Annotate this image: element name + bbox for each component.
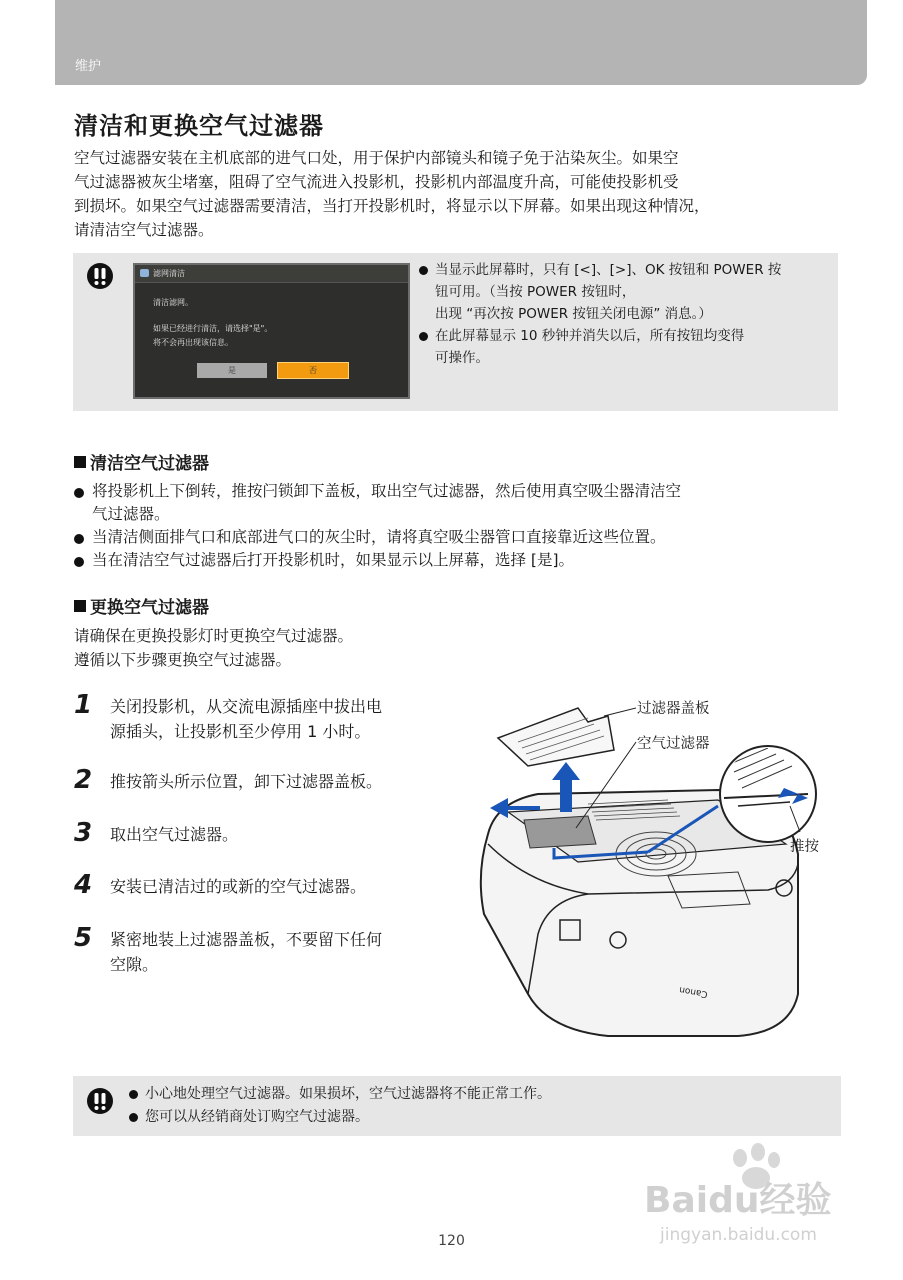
bullet-dot-icon bbox=[74, 488, 84, 498]
note-line: 出现 “再次按 POWER 按钮关闭电源” 消息。） bbox=[435, 306, 712, 322]
section-label: 维护 bbox=[75, 59, 102, 74]
step-number: 3 bbox=[74, 818, 93, 848]
note-line: 可操作。 bbox=[435, 350, 489, 366]
step-text: 安装已清洁过的或新的空气过滤器。 bbox=[110, 877, 367, 896]
heading-square-icon bbox=[74, 456, 86, 468]
intro-line: 空气过滤器安装在主机底部的进气口处，用于保护内部镜头和镜子免于沾染灰尘。如果空 bbox=[74, 149, 679, 167]
note-text bbox=[129, 1083, 551, 1129]
screen-message: 将不会再出现该信息。 bbox=[153, 338, 233, 347]
step-text: 关闭投影机，从交流电源插座中拔出电 bbox=[110, 697, 383, 716]
screen-message: 如果已经进行清洁，请选择"是"。 bbox=[153, 324, 273, 333]
bullet-dot-icon bbox=[129, 1090, 138, 1099]
bullet-dot-icon bbox=[419, 332, 428, 341]
replace-heading-text: 更换空气过滤器 bbox=[90, 598, 209, 618]
screen-titlebar bbox=[135, 265, 408, 283]
replace-intro bbox=[74, 624, 353, 672]
clean-bullets bbox=[74, 480, 834, 572]
filter-callout: 空气过滤器 bbox=[637, 736, 710, 752]
replace-intro-line: 遵循以下步骤更换空气过滤器。 bbox=[74, 651, 292, 669]
step-number: 5 bbox=[74, 923, 93, 953]
clean-heading-text: 清洁空气过滤器 bbox=[90, 454, 209, 474]
intro-line: 气过滤器被灰尘堵塞，阻碍了空气流进入投影机，投影机内部温度升高，可能使投影机受 bbox=[74, 173, 679, 191]
watermark-url: jingyan.baidu.com bbox=[660, 1225, 817, 1245]
intro-line: 到损坏。如果空气过滤器需要清洁，当打开投影机时，将显示以下屏幕。如果出现这种情况， bbox=[74, 197, 710, 215]
filter-clean-screen bbox=[133, 263, 410, 399]
header-bar bbox=[55, 0, 867, 85]
caution-icon bbox=[86, 262, 114, 290]
heading-square-icon bbox=[74, 600, 86, 612]
push-callout: 推按 bbox=[790, 839, 819, 855]
screen-title: 滤网清洁 bbox=[153, 269, 185, 278]
bullet-dot-icon bbox=[419, 266, 428, 275]
bullet-dot-icon bbox=[74, 557, 84, 567]
note-line: 钮可用。（当按 POWER 按钮时， bbox=[435, 284, 636, 300]
step-text: 紧密地装上过滤器盖板，不要留下任何 bbox=[110, 930, 383, 949]
clean-heading bbox=[74, 449, 209, 474]
replace-intro-line: 请确保在更换投影灯时更换空气过滤器。 bbox=[74, 627, 354, 645]
list-item-text: 气过滤器。 bbox=[92, 505, 170, 523]
replace-heading bbox=[74, 593, 209, 618]
note-bullet bbox=[419, 325, 829, 347]
note-line: 您可以从经销商处订购空气过滤器。 bbox=[145, 1109, 369, 1125]
intro-line: 请清洁空气过滤器。 bbox=[74, 221, 214, 239]
list-item-text: 当清洁侧面排气口和底部进气口的灰尘时，请将真空吸尘器管口直接靠近这些位置。 bbox=[92, 528, 666, 546]
intro-paragraph bbox=[74, 146, 834, 242]
screen-yes-button: 是 bbox=[197, 363, 267, 378]
note-text bbox=[419, 259, 829, 369]
list-item bbox=[74, 480, 834, 503]
note-line: 小心地处理空气过滤器。如果损坏，空气过滤器将不能正常工作。 bbox=[145, 1086, 551, 1102]
cover-callout: 过滤器盖板 bbox=[637, 701, 710, 717]
menu-logo-icon bbox=[140, 269, 149, 277]
caution-note-box-2 bbox=[73, 1076, 841, 1136]
brand-logo-text: Canon bbox=[678, 984, 709, 999]
step-text: 空隙。 bbox=[110, 955, 159, 974]
step-text: 取出空气过滤器。 bbox=[110, 825, 239, 844]
step-text: 源插头，让投影机至少停用 1 小时。 bbox=[110, 722, 371, 741]
step-number: 1 bbox=[74, 690, 93, 720]
list-item-text: 当在清洁空气过滤器后打开投影机时，如果显示以上屏幕，选择 [是]。 bbox=[92, 551, 575, 569]
list-item-text: 将投影机上下倒转，推按闩锁卸下盖板，取出空气过滤器，然后使用真空吸尘器清洁空 bbox=[92, 482, 682, 500]
watermark-brand: Baidu经验 bbox=[644, 1180, 832, 1221]
list-item bbox=[74, 549, 834, 572]
step-text: 推按箭头所示位置，卸下过滤器盖板。 bbox=[110, 772, 383, 791]
bullet-dot-icon bbox=[74, 534, 84, 544]
screen-message: 清洁滤网。 bbox=[153, 298, 193, 307]
note-bullet bbox=[419, 259, 829, 281]
list-item bbox=[74, 526, 834, 549]
screen-no-button: 否 bbox=[277, 362, 349, 379]
page-number: 120 bbox=[438, 1233, 465, 1249]
page-title: 清洁和更换空气过滤器 bbox=[74, 112, 324, 140]
caution-icon bbox=[86, 1087, 114, 1115]
note-line: 当显示此屏幕时，只有 [<]、[>]、OK 按钮和 POWER 按 bbox=[435, 262, 782, 278]
note-bullet bbox=[129, 1106, 551, 1129]
step-number: 4 bbox=[74, 870, 93, 900]
step-number: 2 bbox=[74, 765, 93, 795]
projector-diagram bbox=[468, 694, 858, 1048]
note-bullet bbox=[129, 1083, 551, 1106]
bullet-dot-icon bbox=[129, 1113, 138, 1122]
note-line: 在此屏幕显示 10 秒钟并消失以后，所有按钮均变得 bbox=[435, 328, 745, 344]
caution-note-box bbox=[73, 253, 838, 411]
